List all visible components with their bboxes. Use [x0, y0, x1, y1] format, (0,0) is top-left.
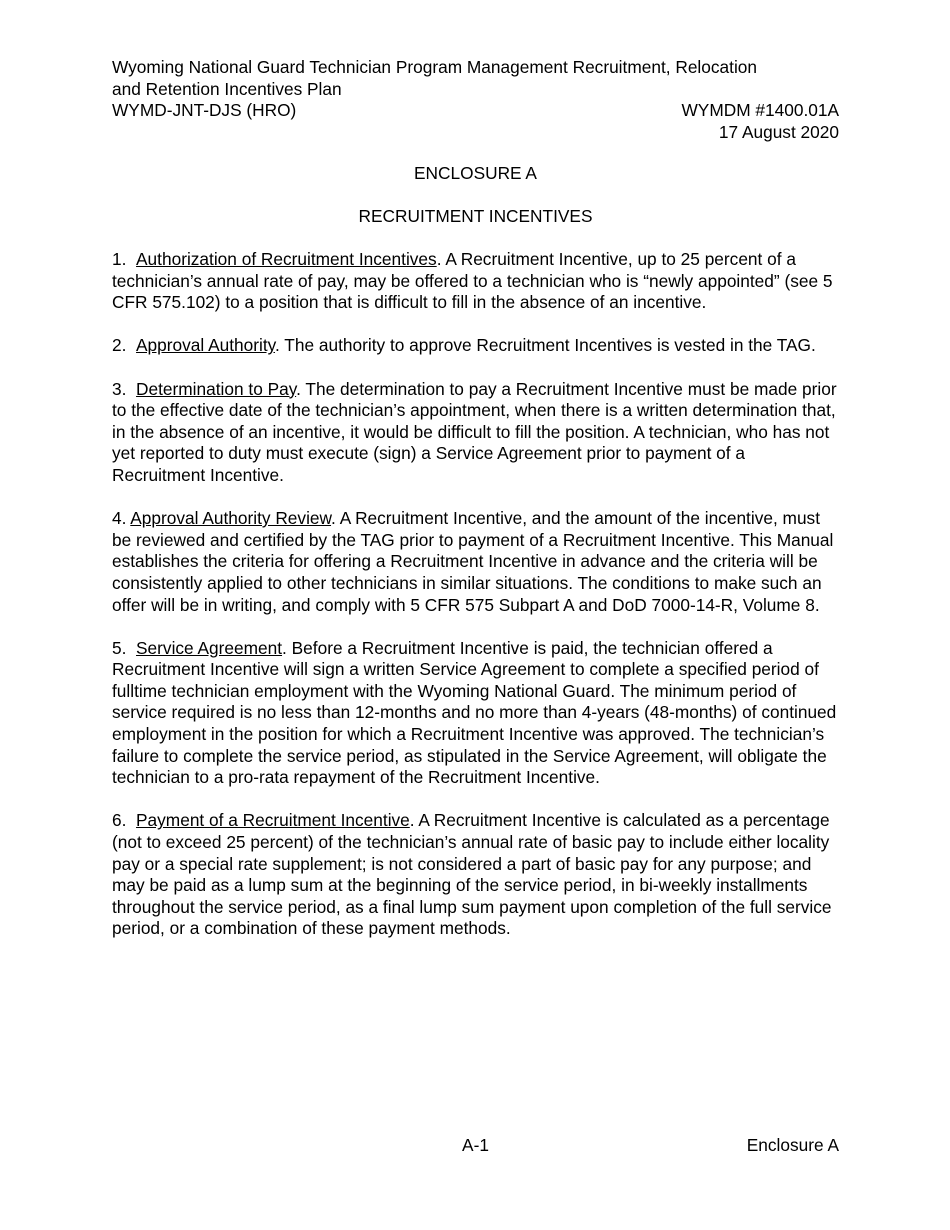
paragraph-text: . The authority to approve Recruitment Incentives is vested in the TAG. [275, 335, 816, 356]
paragraph-heading: Payment of a Recruitment Incentive [136, 810, 410, 831]
page-footer [112, 1135, 839, 1157]
paragraph-approval-authority [112, 335, 839, 357]
paragraph-number: 3. [112, 378, 127, 399]
paragraph-number: 2. [112, 335, 127, 356]
paragraph-number: 4. [112, 508, 127, 529]
footer-enclosure-label: Enclosure A [746, 1135, 839, 1155]
section-title: RECRUITMENT INCENTIVES [358, 206, 593, 226]
paragraph-heading: Service Agreement [136, 637, 283, 658]
document-header [112, 57, 839, 143]
paragraph-text: . The determination to pay a Recruitment Incentive must be made prior to the effective date of the technician’s appointment, when there is a written determination that, in the absence of an incentive, it would be difficult to fill the position. A technician, who has not yet reported to duty must execute (sign) a Service Agreement prior to payment of a Recruitment Incentive. [112, 378, 837, 485]
paragraph-service-agreement [112, 638, 839, 789]
paragraph-text: . A Recruitment Incentive, and the amount of the incentive, must be reviewed and certified by the TAG prior to payment of a Recruitment Incentive. This Manual establishes the criteria for offering a Recruitment Incentive in advance and the criteria will be consistently applied to other technicians in similar situations. The conditions to make such an offer will be in writing, and comply with 5 CFR 575 Subpart A and DoD 7000-14-R, Volume 8. [112, 508, 834, 615]
paragraph-heading: Authorization of Recruitment Incentives [136, 249, 437, 269]
header-title-line-1: Wyoming National Guard Technician Program Management Recruitment, Relocation [112, 57, 757, 77]
header-reference-row [112, 100, 839, 122]
paragraph-number: 5. [112, 637, 127, 658]
paragraph-authorization [112, 249, 839, 314]
page-number: A-1 [462, 1135, 489, 1155]
paragraph-heading: Approval Authority Review [130, 508, 332, 529]
document-date: 17 August 2020 [718, 121, 839, 142]
paragraph-text: . A Recruitment Incentive is calculated as a percentage (not to exceed 25 percent) of the technician’s annual rate of basic pay to include either locality pay or a special rate supplement; is not considered a part of basic pay for any purpose; and may be paid as a lump sum at the beginning of the service period, in bi-weekly installments throughout the service period, as a final lump sum payment upon completion of the full service period, or a combination of these payment methods. [112, 810, 832, 939]
header-title-line-2: and Retention Incentives Plan [112, 78, 342, 99]
paragraph-determination-to-pay [112, 379, 839, 487]
paragraph-payment [112, 810, 839, 940]
document-number: WYMDM #1400.01A [681, 100, 839, 121]
paragraph-text: . Before a Recruitment Incentive is paid, the technician offered a Recruitment Incentive will sign a written Service Agreement to complete a specified period of fulltime technician employment with the Wyoming National Guard. The minimum period of service required is no less than 12-months and no more than 4-years (48-months) of continued employment in the position for which a Recruitment Incentive was approved. The technician’s failure to complete the service period, as stipulated in the Service Agreement, will obligate the technician to a pro-rata repayment of the Recruitment Incentive. [112, 637, 837, 788]
paragraph-heading: Determination to Pay [136, 378, 297, 399]
enclosure-title: ENCLOSURE A [414, 163, 537, 183]
paragraph-number: 6. [112, 810, 127, 831]
paragraph-text: . A Recruitment Incentive, up to 25 percent of a technician’s annual rate of pay, may be offered to a technician who is “newly appointed” (see 5 CFR 575.102) to a position that is difficult to fill in the absence of an incentive. [112, 249, 833, 313]
document-body [112, 249, 839, 962]
paragraph-heading: Approval Authority [136, 335, 275, 356]
office-symbol: WYMD-JNT-DJS (HRO) [112, 100, 297, 121]
paragraph-approval-authority-review [112, 508, 839, 616]
paragraph-number: 1. [112, 249, 127, 269]
